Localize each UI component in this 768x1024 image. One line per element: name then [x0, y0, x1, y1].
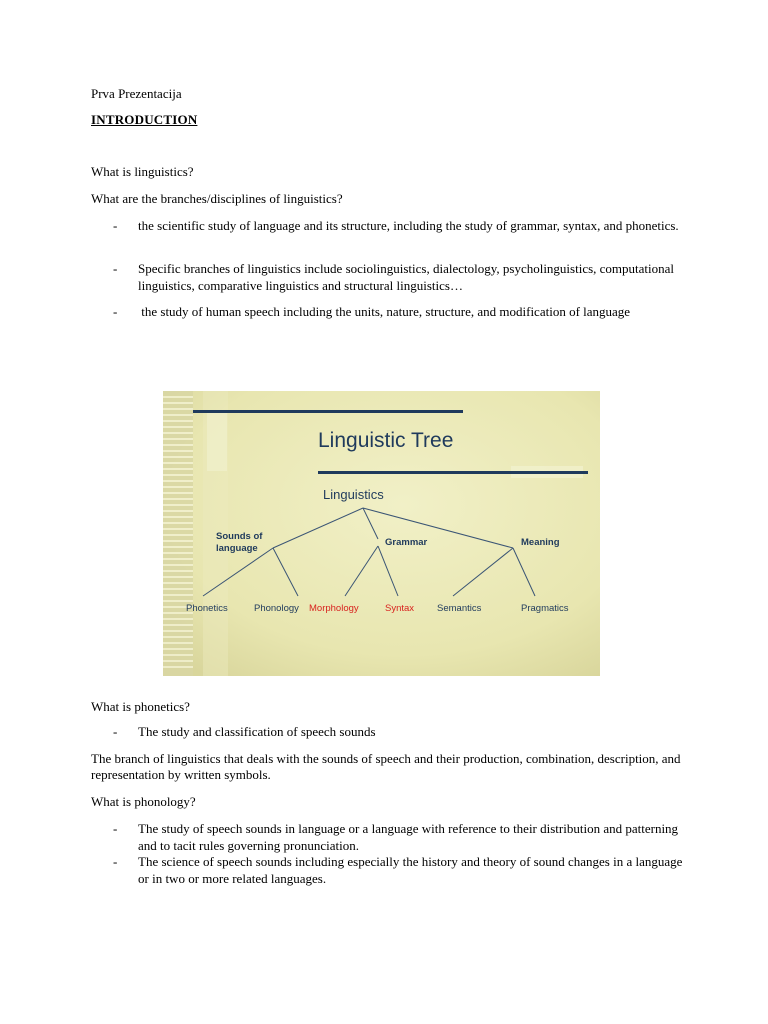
bullet-dash: - — [113, 218, 118, 233]
branch-label-meaning: Meaning — [521, 537, 560, 548]
tree-root-label: Linguistics — [323, 487, 384, 502]
bullet-dash: - — [113, 261, 118, 276]
leaf-phonetics: Phonetics — [186, 603, 228, 614]
leaf-syntax: Syntax — [385, 603, 415, 614]
question-linguistics: What is linguistics? — [91, 164, 194, 179]
figure-title: Linguistic Tree — [318, 429, 454, 452]
list-item-text: The study and classification of speech sounds — [138, 724, 376, 739]
list-item-text: Specific branches of linguistics include sociolinguistics, dialectology, psycholinguistics, computational linguistics, comparative linguistics and structural linguistics… — [138, 261, 675, 293]
leaf-morphology: Morphology — [309, 603, 359, 614]
bullet-dash: - — [113, 854, 118, 869]
leaf-pragmatics: Pragmatics — [521, 603, 569, 614]
question-phonology: What is phonology? — [91, 794, 196, 809]
branch-label-grammar: Grammar — [385, 537, 428, 548]
document-heading: Prva Prezentacija — [91, 86, 182, 101]
title-rule-bottom — [318, 471, 588, 474]
list-item-text: the scientific study of language and its structure, including the study of grammar, syntax, and phonetics. — [138, 218, 679, 233]
bullet-dash: - — [113, 724, 118, 739]
question-branches: What are the branches/disciplines of linguistics? — [91, 191, 343, 206]
branch-label-language: language — [216, 543, 258, 554]
section-title: INTRODUCTION — [91, 112, 198, 127]
bullet-dash: - — [113, 304, 118, 319]
list-item-text: The study of speech sounds in language or a language with reference to their distribution and patterning and to tacit rules governing pronunciation. — [138, 821, 679, 853]
leaf-semantics: Semantics — [437, 603, 482, 614]
phonetics-definition: The branch of linguistics that deals with the sounds of speech and their production, combination, description, and representation by written symbols. — [91, 751, 681, 782]
bullet-dash: - — [113, 821, 118, 836]
leaf-phonology: Phonology — [254, 603, 299, 614]
question-phonetics: What is phonetics? — [91, 699, 190, 714]
title-rule-top — [193, 410, 463, 413]
list-item-text: the study of human speech including the units, nature, structure, and modification of language — [138, 304, 631, 319]
branch-label-sounds: Sounds of — [216, 531, 263, 542]
list-item-text: The science of speech sounds including especially the history and theory of sound changes in a language or in two or more related languages. — [138, 854, 683, 886]
linguistic-tree-figure — [163, 391, 600, 676]
